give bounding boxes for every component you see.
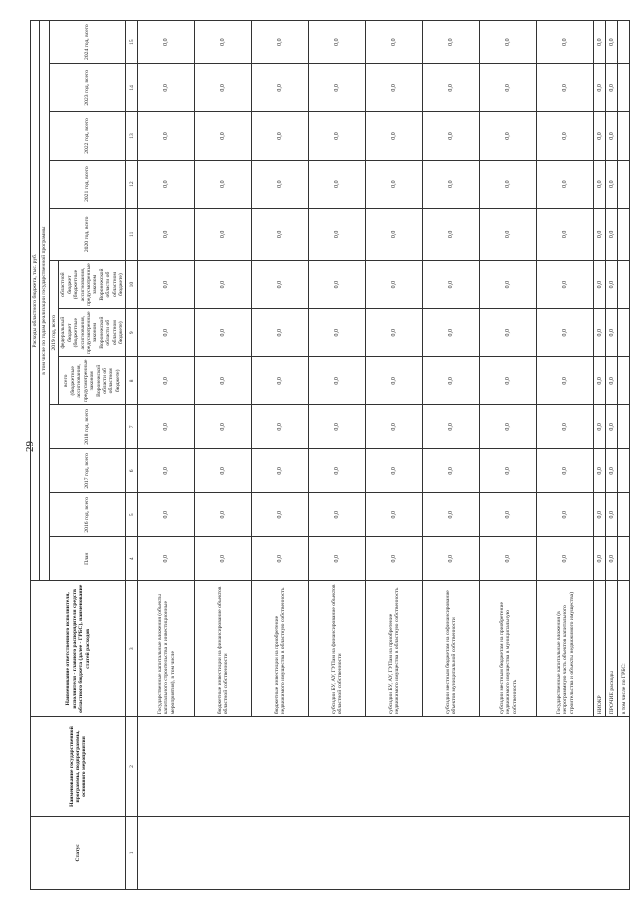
value-cell: 0,0	[366, 64, 423, 112]
table-body	[138, 21, 630, 890]
value-cell: 0,0	[537, 260, 594, 308]
column-number: 11	[126, 208, 138, 260]
row-label: субсидии местным бюджетам на приобретение недвижимого имущества в муниципальную собственность	[480, 581, 537, 717]
total-value-cell: 0,0	[606, 537, 618, 581]
value-cell: 0,0	[480, 21, 537, 64]
value-cell: 0,0	[252, 208, 309, 260]
column-number: 8	[126, 357, 138, 405]
header-status: Статус	[31, 816, 126, 889]
column-number: 2	[126, 717, 138, 816]
total-value-cell: 0,0	[594, 493, 606, 537]
value-cell: 0,0	[366, 357, 423, 405]
row-label: бюджетные инвестиции на финансирование объектов областной собственности	[195, 581, 252, 717]
value-cell: 0,0	[423, 260, 480, 308]
value-cell: 0,0	[252, 493, 309, 537]
value-cell: 0,0	[480, 309, 537, 357]
header-expenses-group: Расходы областного бюджета, тыс. руб.	[31, 21, 40, 581]
header-source-all: всего (бюджетные ассигнования, предусмотренные законом Воронежской области об областном бюджете)	[59, 357, 126, 405]
header-2023: 2023 год, всего	[49, 64, 126, 112]
total-value-cell: 0,0	[594, 64, 606, 112]
header-indicator-name: Наименование ответственного исполнителя, исполнителя - главного распорядителя средств областного бюджета (далее - ГРБС), наименование статей расходов	[31, 581, 126, 717]
value-cell: 0,0	[480, 112, 537, 160]
value-cell: 0,0	[138, 208, 195, 260]
value-cell: 0,0	[138, 21, 195, 64]
column-number: 4	[126, 537, 138, 581]
value-cell: 0,0	[309, 160, 366, 208]
value-cell: 0,0	[252, 260, 309, 308]
total-value-cell: 0,0	[594, 405, 606, 449]
column-number: 15	[126, 21, 138, 64]
value-cell: 0,0	[309, 112, 366, 160]
header-2019-all: 2019 год, всего	[49, 260, 58, 404]
program-cell	[138, 717, 630, 816]
value-cell: 0,0	[480, 493, 537, 537]
value-cell: 0,0	[366, 405, 423, 449]
value-cell: 0,0	[423, 449, 480, 493]
total-row-label: НИОКР	[594, 581, 606, 717]
value-cell: 0,0	[309, 309, 366, 357]
header-2021: 2021 год, всего	[49, 160, 126, 208]
value-cell: 0,0	[537, 208, 594, 260]
header-2016: 2016 год, всего	[49, 493, 126, 537]
total-value-cell	[618, 112, 630, 160]
row-label: субсидии БУ, АУ, ГУПам на финансирование объектов областной собственности	[309, 581, 366, 717]
value-cell: 0,0	[309, 260, 366, 308]
total-value-cell: 0,0	[594, 112, 606, 160]
row-label: бюджетные инвестиции на приобретение недвижимого имущества в областную собственность	[252, 581, 309, 717]
total-value-cell	[618, 160, 630, 208]
header-plan: План	[49, 537, 126, 581]
total-value-cell: 0,0	[606, 208, 618, 260]
value-cell: 0,0	[480, 537, 537, 581]
value-cell: 0,0	[366, 537, 423, 581]
value-cell: 0,0	[138, 64, 195, 112]
total-value-cell	[618, 21, 630, 64]
value-cell: 0,0	[252, 112, 309, 160]
value-cell: 0,0	[537, 21, 594, 64]
value-cell: 0,0	[480, 449, 537, 493]
total-value-cell	[618, 449, 630, 493]
value-cell: 0,0	[366, 449, 423, 493]
value-cell: 0,0	[537, 537, 594, 581]
value-cell: 0,0	[537, 357, 594, 405]
value-cell: 0,0	[366, 260, 423, 308]
value-cell: 0,0	[252, 64, 309, 112]
column-number: 1	[126, 816, 138, 889]
value-cell: 0,0	[480, 160, 537, 208]
total-value-cell	[618, 493, 630, 537]
value-cell: 0,0	[252, 21, 309, 64]
value-cell: 0,0	[480, 260, 537, 308]
page-number: 29	[24, 441, 36, 452]
header-2024: 2024 год, всего	[49, 21, 126, 64]
total-value-cell	[618, 260, 630, 308]
value-cell: 0,0	[195, 405, 252, 449]
value-cell: 0,0	[138, 449, 195, 493]
value-cell: 0,0	[309, 208, 366, 260]
value-cell: 0,0	[195, 357, 252, 405]
value-cell: 0,0	[195, 449, 252, 493]
value-cell: 0,0	[480, 357, 537, 405]
value-cell: 0,0	[423, 405, 480, 449]
value-cell: 0,0	[252, 309, 309, 357]
value-cell: 0,0	[366, 21, 423, 64]
table-row	[138, 21, 195, 890]
total-row-label: ПРОЧИЕ расходы	[606, 581, 618, 717]
row-label: Государственные капитальные вложения (в непрограммную часть объектов капитального строительства и объекты недвижимого имущества)	[537, 581, 594, 717]
column-number: 14	[126, 64, 138, 112]
value-cell: 0,0	[138, 405, 195, 449]
total-value-cell	[618, 208, 630, 260]
total-value-cell: 0,0	[606, 405, 618, 449]
header-by-year-note: в том числе по годам реализации государственной программы	[40, 21, 49, 581]
value-cell: 0,0	[252, 160, 309, 208]
value-cell: 0,0	[195, 208, 252, 260]
total-value-cell: 0,0	[606, 112, 618, 160]
total-value-cell: 0,0	[594, 260, 606, 308]
row-label: субсидии местным бюджетам на софинансирование объектов муниципальной собственности	[423, 581, 480, 717]
column-number: 13	[126, 112, 138, 160]
column-number: 7	[126, 405, 138, 449]
value-cell: 0,0	[138, 160, 195, 208]
value-cell: 0,0	[537, 160, 594, 208]
value-cell: 0,0	[195, 112, 252, 160]
value-cell: 0,0	[537, 64, 594, 112]
value-cell: 0,0	[309, 357, 366, 405]
value-cell: 0,0	[537, 309, 594, 357]
value-cell: 0,0	[480, 405, 537, 449]
column-number: 9	[126, 309, 138, 357]
value-cell: 0,0	[138, 357, 195, 405]
value-cell: 0,0	[309, 405, 366, 449]
value-cell: 0,0	[252, 405, 309, 449]
value-cell: 0,0	[138, 260, 195, 308]
value-cell: 0,0	[309, 493, 366, 537]
total-row-label: в том числе по ГРБС:	[618, 581, 630, 717]
total-value-cell	[618, 357, 630, 405]
value-cell: 0,0	[195, 64, 252, 112]
value-cell: 0,0	[537, 405, 594, 449]
column-number: 12	[126, 160, 138, 208]
column-number: 6	[126, 449, 138, 493]
header-2018: 2018 год, всего	[49, 405, 126, 449]
total-value-cell: 0,0	[594, 537, 606, 581]
total-value-cell: 0,0	[606, 493, 618, 537]
value-cell: 0,0	[309, 449, 366, 493]
header-2022: 2022 год, всего	[49, 112, 126, 160]
value-cell: 0,0	[423, 309, 480, 357]
total-value-cell: 0,0	[606, 64, 618, 112]
value-cell: 0,0	[366, 160, 423, 208]
header-program-name: Наименование государственной программы, подпрограммы, основного мероприятия	[31, 717, 126, 816]
total-value-cell: 0,0	[594, 449, 606, 493]
total-value-cell: 0,0	[606, 357, 618, 405]
row-label: субсидии БУ, АУ, ГУПам на приобретение недвижимого имущества в областную собственность	[366, 581, 423, 717]
total-value-cell: 0,0	[606, 260, 618, 308]
value-cell: 0,0	[195, 260, 252, 308]
value-cell: 0,0	[195, 309, 252, 357]
value-cell: 0,0	[252, 537, 309, 581]
total-value-cell: 0,0	[594, 357, 606, 405]
value-cell: 0,0	[309, 21, 366, 64]
value-cell: 0,0	[423, 208, 480, 260]
value-cell: 0,0	[537, 449, 594, 493]
total-value-cell	[618, 537, 630, 581]
value-cell: 0,0	[195, 21, 252, 64]
status-cell	[138, 816, 630, 889]
total-value-cell: 0,0	[594, 160, 606, 208]
value-cell: 0,0	[423, 64, 480, 112]
total-value-cell	[618, 64, 630, 112]
value-cell: 0,0	[423, 537, 480, 581]
value-cell: 0,0	[366, 309, 423, 357]
total-value-cell: 0,0	[606, 160, 618, 208]
value-cell: 0,0	[480, 64, 537, 112]
column-number: 5	[126, 493, 138, 537]
value-cell: 0,0	[480, 208, 537, 260]
budget-table-sheet	[30, 20, 627, 890]
value-cell: 0,0	[138, 112, 195, 160]
header-2017: 2017 год, всего	[49, 449, 126, 493]
total-value-cell: 0,0	[606, 449, 618, 493]
column-number: 10	[126, 260, 138, 308]
value-cell: 0,0	[195, 160, 252, 208]
value-cell: 0,0	[252, 357, 309, 405]
value-cell: 0,0	[309, 64, 366, 112]
total-value-cell: 0,0	[606, 309, 618, 357]
budget-table	[30, 20, 630, 890]
value-cell: 0,0	[423, 493, 480, 537]
value-cell: 0,0	[537, 493, 594, 537]
value-cell: 0,0	[138, 537, 195, 581]
header-2020: 2020 год, всего	[49, 208, 126, 260]
header-source-federal: федеральный бюджет (бюджетные ассигнования, предусмотренные законом Воронежской области об областном бюджете)	[59, 309, 126, 357]
total-value-cell: 0,0	[594, 309, 606, 357]
value-cell: 0,0	[423, 112, 480, 160]
total-value-cell	[618, 309, 630, 357]
value-cell: 0,0	[537, 112, 594, 160]
column-number: 3	[126, 581, 138, 717]
row-label: Государственные капитальные вложения (объекты капитального строительства и инвестиционные мероприятия), в том числе	[138, 581, 195, 717]
total-value-cell: 0,0	[594, 208, 606, 260]
value-cell: 0,0	[366, 493, 423, 537]
value-cell: 0,0	[423, 160, 480, 208]
column-number-row	[126, 21, 138, 890]
value-cell: 0,0	[423, 357, 480, 405]
header-source-regional: областной бюджет (бюджетные ассигнования, предусмотренные законом Воронежской области об областном бюджете)	[59, 260, 126, 308]
value-cell: 0,0	[252, 449, 309, 493]
value-cell: 0,0	[423, 21, 480, 64]
value-cell: 0,0	[138, 493, 195, 537]
value-cell: 0,0	[309, 537, 366, 581]
total-value-cell: 0,0	[606, 21, 618, 64]
total-value-cell	[618, 405, 630, 449]
value-cell: 0,0	[195, 537, 252, 581]
value-cell: 0,0	[366, 208, 423, 260]
total-value-cell: 0,0	[594, 21, 606, 64]
value-cell: 0,0	[366, 112, 423, 160]
value-cell: 0,0	[138, 309, 195, 357]
value-cell: 0,0	[195, 493, 252, 537]
